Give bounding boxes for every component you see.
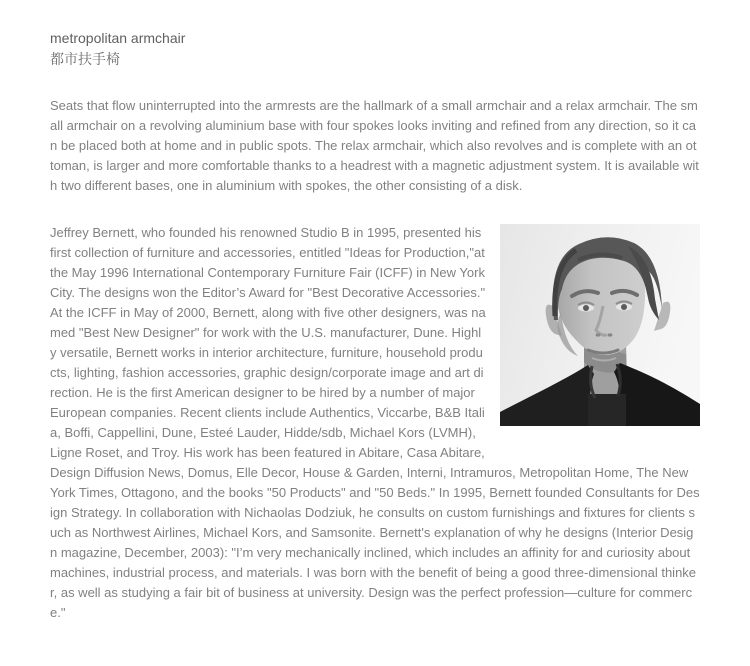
product-title-zh: 都市扶手椅: [50, 51, 120, 67]
portrait-photo-graphic: [500, 224, 700, 426]
product-description: Seats that flow uninterrupted into the armrests are the hallmark of a small armchair and a relax armchair. The small armchair on a revolving aluminium base with four spokes looks inviting and refined from any direction, so it can be placed both at home and in public spots. The relax armchair, which also revolves and is complete with an ottoman, is larger and more comfortable thanks to a headrest with a magnetic adjustment system. It is available with two different bases, one in aluminium with spokes, the other consisting of a disk.: [50, 98, 699, 193]
designer-bio-section: [50, 223, 700, 623]
product-title-en: metropolitan armchair: [50, 30, 186, 46]
designer-portrait-photo: [500, 224, 700, 426]
designer-bio-text: Jeffrey Bernett, who founded his renowned Studio B in 1995, presented his first collection of furniture and accessories, entitled "Ideas for Production,"at the May 1996 International Contemporary Furniture Fair (ICFF) in New York City. The designs won the Editor’s Award for "Best Decorative Accessories." At the ICFF in May of 2000, Bernett, along with five other designers, was named "Best New Designer" for work with the U.S. manufacturer, Dune. Highly versatile, Bernett works in interior architecture, furniture, household products, lighting, fashion accessories, graphic design/corporate image and art direction. He is the first American designer to be hired by a number of major European companies. Recent clients include Authentics, Viccarbe, B&B Italia, Boffi, Cappellini, Dune, Esteé Lauder, Hidde/sdb, Michael Kors (LVMH), Ligne Roset, and Troy. His work has been featured in Abitare, Casa Abitare, Design Diffusion News, Domus, Elle Decor, House & Garden, Interni, Intramuros, Metropolitan Home, The New York Times, Ottagono, and the books "50 Products" and "50 Beds." In 1995, Bernett founded Consultants for Design Strategy. In collaboration with Nichaolas Dodziuk, he consults on custom furnishings and fixtures for clients such as Northwest Airlines, Michael Kors, and Samsonite. Bernett's explanation of why he designs (Interior Design magazine, December, 2003): "I’m very mechanically inclined, which includes an affinity for and curiosity about machines, industrial process, and materials. I was born with the benefit of being a good three-dimensional thinker, as well as studying a fair bit of business at university. Design was the perfect profession—culture for commerce.": [50, 225, 700, 620]
